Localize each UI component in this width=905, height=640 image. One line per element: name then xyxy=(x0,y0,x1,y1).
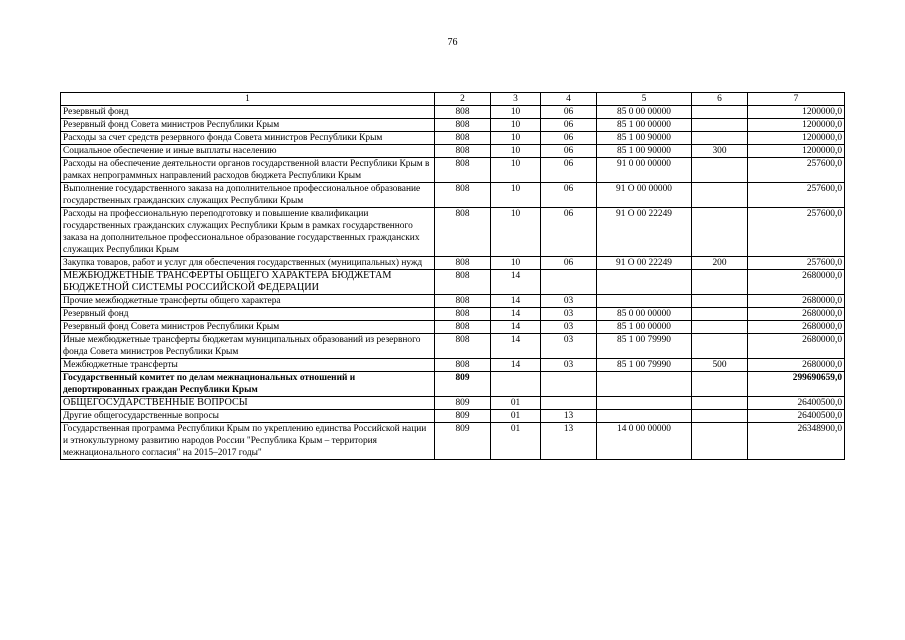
subsection-code-cell: 03 xyxy=(541,359,597,372)
amount-cell: 2680000,0 xyxy=(748,270,845,295)
expense-type-cell xyxy=(692,372,748,397)
amount-cell: 1200000,0 xyxy=(748,119,845,132)
table-row xyxy=(61,132,845,145)
amount-cell: 1200000,0 xyxy=(748,106,845,119)
amount-cell: 2680000,0 xyxy=(748,334,845,359)
table-row xyxy=(61,119,845,132)
chapter-code-cell: 808 xyxy=(435,270,491,295)
chapter-code-cell: 808 xyxy=(435,308,491,321)
target-article-cell: 85 0 00 00000 xyxy=(597,106,692,119)
row-name-cell: Выполнение государственного заказа на дополнительное профессиональное образование государственных гражданских служащих Республики Крым xyxy=(61,183,435,208)
expense-type-cell xyxy=(692,308,748,321)
column-header: 7 xyxy=(748,93,845,106)
target-article-cell: 85 1 00 79990 xyxy=(597,334,692,359)
target-article-cell xyxy=(597,372,692,397)
amount-cell: 2680000,0 xyxy=(748,321,845,334)
target-article-cell: 85 1 00 90000 xyxy=(597,132,692,145)
expense-type-cell xyxy=(692,158,748,183)
chapter-code-cell: 809 xyxy=(435,397,491,410)
target-article-cell: 85 1 00 00000 xyxy=(597,321,692,334)
expense-type-cell xyxy=(692,423,748,460)
subsection-code-cell: 06 xyxy=(541,106,597,119)
chapter-code-cell: 808 xyxy=(435,132,491,145)
amount-cell: 26400500,0 xyxy=(748,397,845,410)
table-row xyxy=(61,308,845,321)
amount-cell: 1200000,0 xyxy=(748,145,845,158)
row-name-cell: Прочие межбюджетные трансферты общего характера xyxy=(61,295,435,308)
chapter-code-cell: 808 xyxy=(435,321,491,334)
table-header-row xyxy=(61,93,845,106)
column-header: 3 xyxy=(491,93,541,106)
subsection-code-cell: 13 xyxy=(541,423,597,460)
row-name-cell: Государственный комитет по делам межнациональных отношений и депортированных граждан Республики Крым xyxy=(61,372,435,397)
column-header: 4 xyxy=(541,93,597,106)
target-article-cell xyxy=(597,295,692,308)
chapter-code-cell: 808 xyxy=(435,359,491,372)
column-header: 1 xyxy=(61,93,435,106)
row-name-cell: Расходы на обеспечение деятельности органов государственной власти Республики Крым в рамках непрограммных направлений расходов бюджета Республики Крым xyxy=(61,158,435,183)
section-code-cell: 10 xyxy=(491,106,541,119)
column-header: 5 xyxy=(597,93,692,106)
section-code-cell: 14 xyxy=(491,321,541,334)
target-article-cell: 91 О 00 22249 xyxy=(597,257,692,270)
subsection-code-cell: 06 xyxy=(541,119,597,132)
target-article-cell: 85 1 00 90000 xyxy=(597,145,692,158)
expense-type-cell xyxy=(692,208,748,257)
subsection-code-cell: 13 xyxy=(541,410,597,423)
section-code-cell: 01 xyxy=(491,397,541,410)
amount-cell: 299690659,0 xyxy=(748,372,845,397)
expense-type-cell xyxy=(692,397,748,410)
amount-cell: 2680000,0 xyxy=(748,359,845,372)
section-code-cell: 14 xyxy=(491,334,541,359)
subsection-code-cell xyxy=(541,372,597,397)
amount-cell: 2680000,0 xyxy=(748,295,845,308)
chapter-code-cell: 809 xyxy=(435,372,491,397)
row-name-cell: Закупка товаров, работ и услуг для обеспечения государственных (муниципальных) нужд xyxy=(61,257,435,270)
table-row xyxy=(61,321,845,334)
table-row xyxy=(61,106,845,119)
amount-cell: 26348900,0 xyxy=(748,423,845,460)
table-row xyxy=(61,158,845,183)
chapter-code-cell: 808 xyxy=(435,257,491,270)
section-code-cell: 10 xyxy=(491,158,541,183)
table-row xyxy=(61,208,845,257)
chapter-code-cell: 808 xyxy=(435,119,491,132)
chapter-code-cell: 809 xyxy=(435,410,491,423)
table-row xyxy=(61,372,845,397)
table-row xyxy=(61,410,845,423)
expense-type-cell xyxy=(692,410,748,423)
section-code-cell: 10 xyxy=(491,208,541,257)
row-name-cell: Межбюджетные трансферты xyxy=(61,359,435,372)
section-code-cell: 10 xyxy=(491,119,541,132)
section-code-cell: 10 xyxy=(491,132,541,145)
target-article-cell: 91 О 00 00000 xyxy=(597,183,692,208)
subsection-code-cell: 06 xyxy=(541,158,597,183)
row-name-cell: Резервный фонд xyxy=(61,106,435,119)
expense-type-cell xyxy=(692,295,748,308)
row-name-cell: Другие общегосударственные вопросы xyxy=(61,410,435,423)
section-code-cell: 14 xyxy=(491,295,541,308)
chapter-code-cell: 808 xyxy=(435,295,491,308)
subsection-code-cell xyxy=(541,270,597,295)
table-row xyxy=(61,270,845,295)
amount-cell: 257600,0 xyxy=(748,158,845,183)
section-code-cell: 10 xyxy=(491,183,541,208)
chapter-code-cell: 808 xyxy=(435,183,491,208)
row-name-cell: Резервный фонд Совета министров Республики Крым xyxy=(61,321,435,334)
amount-cell: 1200000,0 xyxy=(748,132,845,145)
section-code-cell: 14 xyxy=(491,270,541,295)
target-article-cell xyxy=(597,410,692,423)
amount-cell: 257600,0 xyxy=(748,183,845,208)
target-article-cell: 85 1 00 00000 xyxy=(597,119,692,132)
table-row xyxy=(61,423,845,460)
subsection-code-cell: 06 xyxy=(541,145,597,158)
amount-cell: 257600,0 xyxy=(748,257,845,270)
chapter-code-cell: 808 xyxy=(435,208,491,257)
table-row xyxy=(61,145,845,158)
expense-type-cell xyxy=(692,270,748,295)
table-row xyxy=(61,257,845,270)
expense-type-cell xyxy=(692,132,748,145)
amount-cell: 26400500,0 xyxy=(748,410,845,423)
table-body xyxy=(61,106,845,460)
chapter-code-cell: 809 xyxy=(435,423,491,460)
target-article-cell: 91 О 00 22249 xyxy=(597,208,692,257)
subsection-code-cell: 03 xyxy=(541,295,597,308)
table-row xyxy=(61,334,845,359)
subsection-code-cell: 06 xyxy=(541,183,597,208)
target-article-cell: 91 0 00 00000 xyxy=(597,158,692,183)
row-name-cell: Социальное обеспечение и иные выплаты населению xyxy=(61,145,435,158)
row-name-cell: Расходы на профессиональную переподготовку и повышение квалификации государственных гражданских служащих Республики Крым в рамках государственного заказа на дополнительное профессиональное образование государственных гражданских служащих Республики Крым xyxy=(61,208,435,257)
subsection-code-cell: 06 xyxy=(541,132,597,145)
row-name-cell: МЕЖБЮДЖЕТНЫЕ ТРАНСФЕРТЫ ОБЩЕГО ХАРАКТЕРА БЮДЖЕТАМ БЮДЖЕТНОЙ СИСТЕМЫ РОССИЙСКОЙ ФЕДЕРАЦИИ xyxy=(61,270,435,295)
table-row xyxy=(61,183,845,208)
expense-type-cell: 200 xyxy=(692,257,748,270)
amount-cell: 2680000,0 xyxy=(748,308,845,321)
row-name-cell: Иные межбюджетные трансферты бюджетам муниципальных образований из резервного фонда Совета министров Республики Крым xyxy=(61,334,435,359)
section-code-cell: 14 xyxy=(491,308,541,321)
page-number: 76 xyxy=(447,37,458,48)
section-code-cell: 10 xyxy=(491,257,541,270)
subsection-code-cell: 03 xyxy=(541,321,597,334)
chapter-code-cell: 808 xyxy=(435,334,491,359)
column-header: 6 xyxy=(692,93,748,106)
chapter-code-cell: 808 xyxy=(435,145,491,158)
section-code-cell: 01 xyxy=(491,410,541,423)
expense-type-cell xyxy=(692,183,748,208)
section-code-cell: 10 xyxy=(491,145,541,158)
section-code-cell: 14 xyxy=(491,359,541,372)
target-article-cell: 14 0 00 00000 xyxy=(597,423,692,460)
subsection-code-cell: 03 xyxy=(541,308,597,321)
row-name-cell: Расходы за счет средств резервного фонда Совета министров Республики Крым xyxy=(61,132,435,145)
table-row xyxy=(61,397,845,410)
column-header: 2 xyxy=(435,93,491,106)
chapter-code-cell: 808 xyxy=(435,158,491,183)
row-name-cell: Резервный фонд xyxy=(61,308,435,321)
expense-type-cell: 500 xyxy=(692,359,748,372)
expense-type-cell xyxy=(692,119,748,132)
row-name-cell: Государственная программа Республики Крым по укреплению единства Российской нации и этнокультурному развитию народов России "Республика Крым – территория межнационального согласия" на 2015–2017 годы" xyxy=(61,423,435,460)
target-article-cell: 85 1 00 79990 xyxy=(597,359,692,372)
expense-type-cell xyxy=(692,321,748,334)
section-code-cell xyxy=(491,372,541,397)
expense-type-cell xyxy=(692,334,748,359)
target-article-cell xyxy=(597,270,692,295)
row-name-cell: ОБЩЕГОСУДАРСТВЕННЫЕ ВОПРОСЫ xyxy=(61,397,435,410)
budget-table xyxy=(60,92,845,460)
table-row xyxy=(61,295,845,308)
target-article-cell xyxy=(597,397,692,410)
subsection-code-cell xyxy=(541,397,597,410)
section-code-cell: 01 xyxy=(491,423,541,460)
subsection-code-cell: 06 xyxy=(541,208,597,257)
chapter-code-cell: 808 xyxy=(435,106,491,119)
subsection-code-cell: 06 xyxy=(541,257,597,270)
subsection-code-cell: 03 xyxy=(541,334,597,359)
target-article-cell: 85 0 00 00000 xyxy=(597,308,692,321)
amount-cell: 257600,0 xyxy=(748,208,845,257)
row-name-cell: Резервный фонд Совета министров Республики Крым xyxy=(61,119,435,132)
table-row xyxy=(61,359,845,372)
expense-type-cell: 300 xyxy=(692,145,748,158)
expense-type-cell xyxy=(692,106,748,119)
